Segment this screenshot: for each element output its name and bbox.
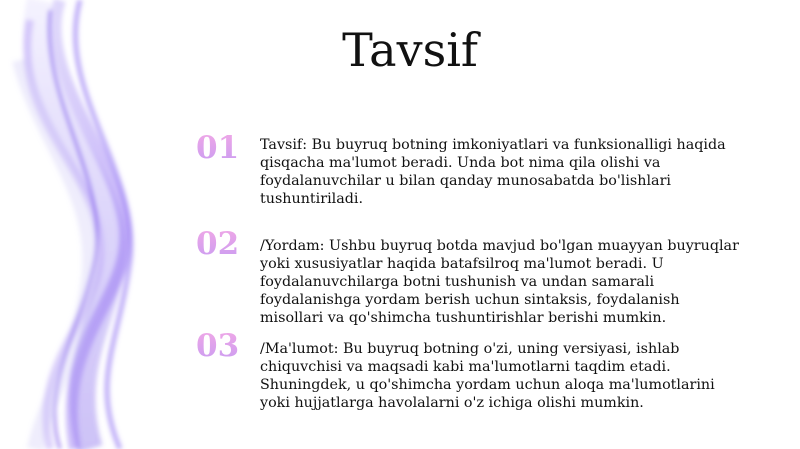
item-text: /Ma'lumot: Bu buyruq botning o'zi, uning versiyasi, ishlab chiquvchisi va maqsadi kabi ma'lumotlarni taqdim etadi. Shuningdek, u qo'shimcha yordam uchun aloqa ma'lumotlarini yoki hujjatlarga havolalarni o'z ichiga olishi mumkin. (260, 341, 715, 411)
item-number: 03 (196, 328, 248, 364)
item-number: 02 (196, 226, 248, 262)
item-number: 01 (196, 130, 248, 166)
slide-title: Tavsif (342, 23, 478, 77)
smoke-wave-decoration (0, 0, 200, 449)
item-text: /Yordam: Ushbu buyruq botda mavjud bo'lgan muayyan buyruqlar yoki xususiyatlar haqida batafsilroq ma'lumot beradi. U foydalanuvchilarga botni tushunish va undan samarali foydalanishga yordam berish uchun sintaksis, foydalanish misollari va qo'shimcha tushuntirishlar berishi mumkin. (260, 238, 739, 326)
item-text: Tavsif: Bu buyruq botning imkoniyatlari va funksionalligi haqida qisqacha ma'lumot beradi. Unda bot nima qila olishi va foydalanuvchilar u bilan qanday munosabatda bo'lishlari tushuntiriladi. (260, 137, 726, 207)
